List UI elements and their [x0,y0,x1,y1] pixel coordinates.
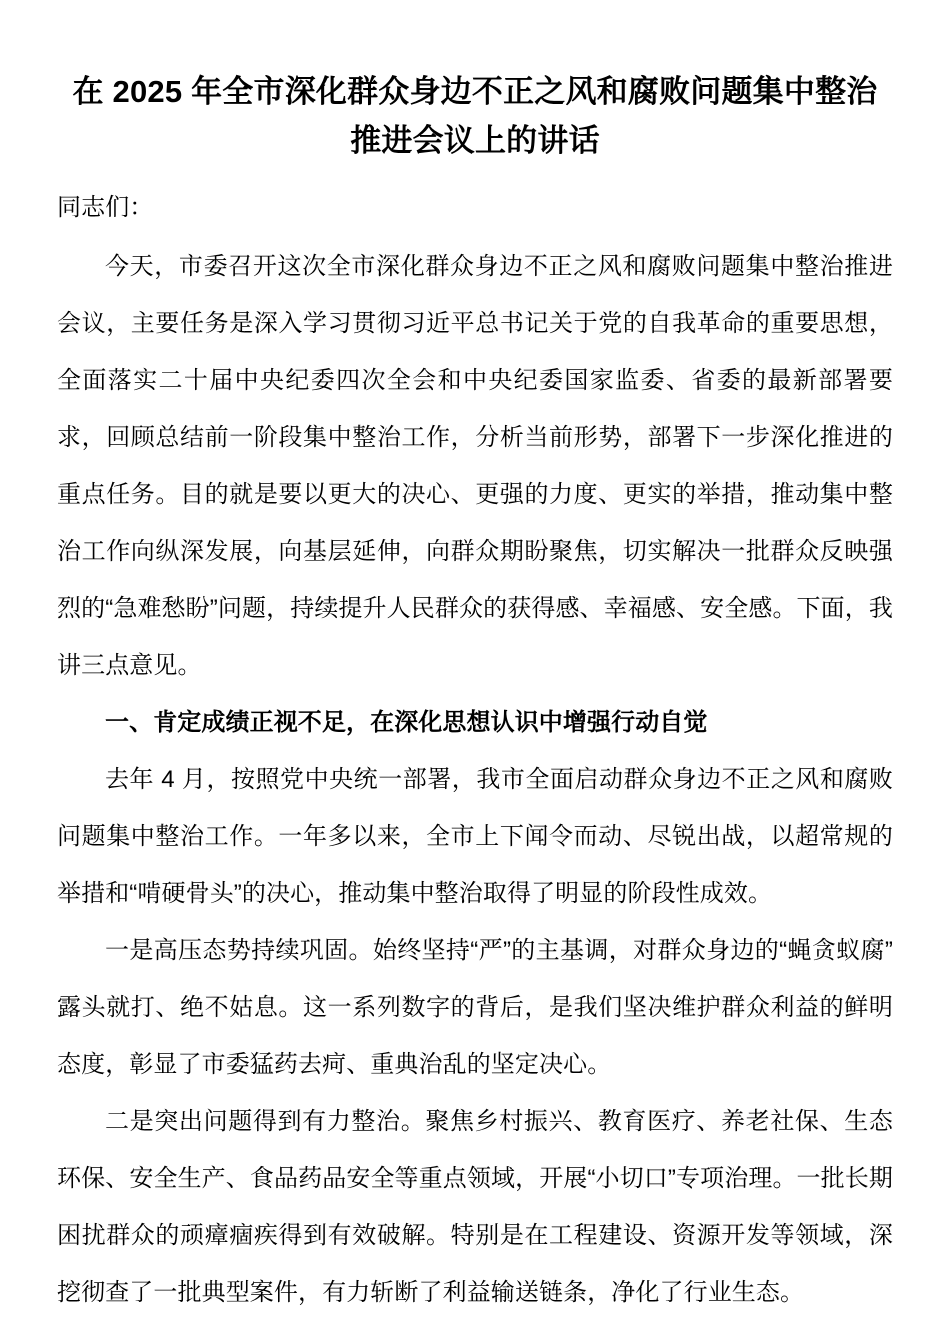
salutation: 同志们： [57,194,154,221]
paragraph-point-one: 一是高压态势持续巩固。始终坚持“严”的主基调，对群众身边的“蝇贪蚁腐”露头就打、绝不姑息。这一系列数字的背后，是我们坚决维护群众利益的鲜明态度，彰显了市委猛药去疴、重典治乱的坚定决心。 [57,937,893,1078]
document-body [57,238,893,1321]
paragraph-point-two: 二是突出问题得到有力整治。聚焦乡村振兴、教育医疗、养老社保、生态环保、安全生产、食品药品安全等重点领域，开展“小切口”专项治理。一批长期困扰群众的顽瘴痼疾得到有效破解。特别是在工程建设、资源开发等领域，深挖彻查了一批典型案件，有力斩断了利益输送链条，净化了行业生态。 [57,1108,893,1306]
paragraph-opening: 今天，市委召开这次全市深化群众身边不正之风和腐败问题集中整治推进会议，主要任务是深入学习贯彻习近平总书记关于党的自我革命的重要思想，全面落实二十届中央纪委四次全会和中央纪委国家监委、省委的最新部署要求，回顾总结前一阶段集中整治工作，分析当前形势，部署下一步深化推进的重点任务。目的就是要以更大的决心、更强的力度、更实的举措，推动集中整治工作向纵深发展，向基层延伸，向群众期盼聚焦，切实解决一批群众反映强烈的“急难愁盼”问题，持续提升人民群众的获得感、幸福感、安全感。下面，我讲三点意见。 [57,253,893,679]
paragraph-section-one-intro: 去年 4 月，按照党中央统一部署，我市全面启动群众身边不正之风和腐败问题集中整治工作。一年多以来，全市上下闻令而动、尽锐出战，以超常规的举措和“啃硬骨头”的决心，推动集中整治取得了明显的阶段性成效。 [57,766,893,907]
section-heading-one: 一、肯定成绩正视不足，在深化思想认识中增强行动自觉 [105,709,708,736]
page-title: 在 2025 年全市深化群众身边不正之风和腐败问题集中整治推进会议上的讲话 [72,74,878,158]
